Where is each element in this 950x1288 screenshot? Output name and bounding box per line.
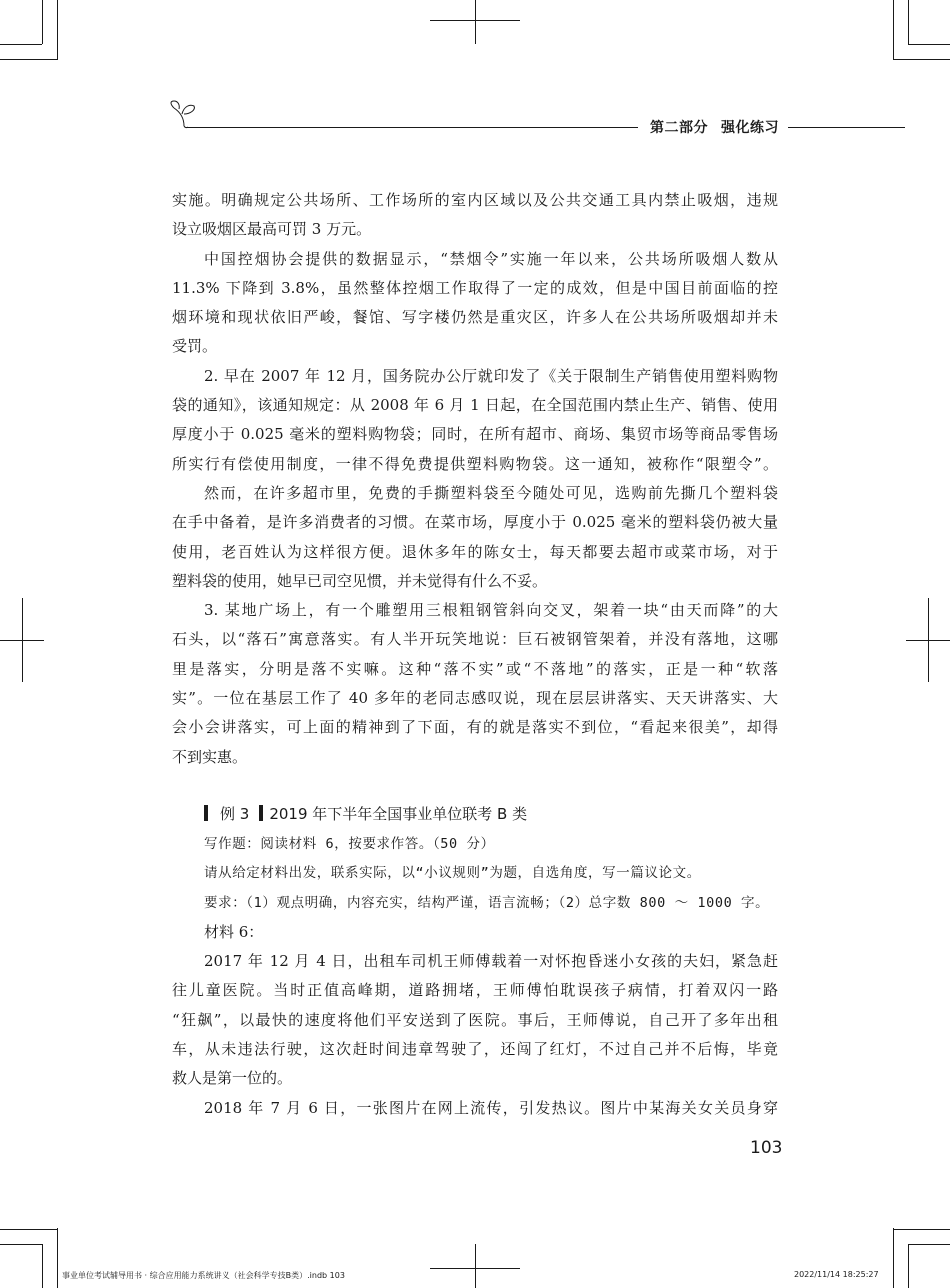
paragraph — [172, 596, 778, 772]
example-source: 2019 年下半年全国事业单位联考 B 类 — [269, 805, 528, 823]
example-heading — [204, 802, 527, 826]
text-line: 袋的通知》，该通知规定：从 2008 年 6 月 1 日起，在全国范围内禁止生产、销售、使用 — [172, 396, 778, 415]
text-line: 往儿童医院。当时正值高峰期，道路拥堵，王师傅怕耽误孩子病情，打着双闪一路 — [172, 981, 778, 1000]
crop-mark — [0, 1229, 57, 1230]
heading-bar-icon — [259, 805, 263, 821]
text-line: 塑料袋的使用，她早已司空见惯，并未觉得有什么不妥。 — [172, 571, 548, 590]
registration-mark — [22, 598, 23, 682]
requirements-line: 要求：（1）观点明确，内容充实，结构严谨，语言流畅；（2）总字数 800 ～ 1000 字。 — [204, 894, 770, 911]
header-rule — [186, 127, 638, 128]
passage — [172, 186, 778, 772]
crop-mark — [0, 44, 42, 45]
crop-mark — [893, 1229, 950, 1230]
crop-mark — [0, 1244, 42, 1245]
text-line: 里是落实，分明是落不实嘛。这种“落不实”或“不落地”的落实，正是一种“软落 — [172, 659, 778, 678]
text-line: 实”。一位在基层工作了 40 多年的老同志感叹说，现在层层讲落实、天天讲落实、大 — [172, 689, 778, 708]
text-line: 厚度小于 0.025 毫米的塑料购物袋；同时，在所有超市、商场、集贸市场等商品零售场 — [172, 425, 778, 444]
registration-mark — [475, 1244, 476, 1288]
crop-mark — [908, 0, 909, 44]
crop-mark — [908, 1244, 950, 1245]
crop-mark — [893, 1228, 894, 1288]
paragraph — [172, 362, 778, 479]
header-rule — [788, 127, 905, 128]
crop-mark — [42, 1244, 43, 1288]
text-line: 实施。明确规定公共场所、工作场所的室内区域以及公共交通工具内禁止吸烟，违规 — [172, 191, 778, 209]
crop-mark — [57, 1228, 58, 1288]
paragraph — [172, 186, 778, 245]
page-number: 103 — [750, 1138, 783, 1158]
text-line: 中国控烟协会提供的数据显示，“禁烟令”实施一年以来，公共场所吸烟人数从 — [204, 249, 778, 268]
heading-bar-icon — [204, 805, 208, 821]
text-line: 石头，以“落石”寓意落实。有人半开玩笑地说：巨石被钢管架着，并没有落地，这哪 — [172, 630, 778, 649]
text-line: 车，从未违法行驶，这次赶时间违章驾驶了，还闯了红灯，不过自己并不后悔，毕竟 — [172, 1040, 778, 1059]
crop-mark — [908, 44, 950, 45]
crop-mark — [893, 0, 894, 60]
text-line: 会小会讲落实，可上面的精神到了下面，有的就是落实不到位，“看起来很美”，却得 — [172, 718, 778, 737]
text-line: 3. 某地广场上，有一个雕塑用三根粗钢管斜向交叉，架着一块“由天而降”的大 — [204, 601, 778, 620]
registration-mark — [928, 598, 929, 682]
text-line: 11.3% 下降到 3.8%，虽然整体控烟工作取得了一定的成效，但是中国目前面临的控 — [172, 278, 778, 297]
text-line: 烟环境和现状依旧严峻，餐馆、写字楼仍然是重灾区，许多人在公共场所吸烟却并未 — [172, 308, 778, 327]
paragraph — [172, 245, 778, 362]
text-line: 所实行有偿使用制度，一律不得免费提供塑料购物袋。这一通知，被称作“限塑令”。 — [172, 454, 778, 473]
text-line: 在手中备着，是许多消费者的习惯。在菜市场，厚度小于 0.025 毫米的塑料袋仍被大量 — [172, 513, 778, 532]
material-label: 材料 6： — [204, 922, 264, 941]
text-line: 2017 年 12 月 4 日，出租车司机王师傅载着一对怀抱昏迷小女孩的夫妇，紧急赶 — [204, 952, 778, 971]
crop-mark — [893, 59, 950, 60]
text-line: 然而，在许多超市里，免费的手撕塑料袋至今随处可见，选购前先撕几个塑料袋 — [204, 483, 778, 502]
text-line: 2. 早在 2007 年 12 月，国务院办公厅就印发了《关于限制生产销售使用塑料购物 — [204, 366, 778, 385]
paragraph — [172, 947, 778, 1093]
text-line: 使用，老百姓认为这样很方便。退休多年的陈女士，每天都要去超市或菜市场，对于 — [172, 542, 778, 561]
crop-mark — [57, 0, 58, 60]
text-line: 设立吸烟区最高可罚 3 万元。 — [172, 220, 372, 239]
crop-mark — [42, 0, 43, 44]
paragraph — [172, 1094, 778, 1123]
text-line: 救人是第一位的。 — [172, 1069, 293, 1088]
paragraph — [172, 479, 778, 596]
example-label: 例 3 — [220, 805, 250, 823]
instruction-line: 请从给定材料出发，联系实际，以“小议规则”为题，自选角度，写一篇议论文。 — [204, 865, 701, 882]
footer-timestamp: 2022/11/14 18:25:27 — [794, 1270, 879, 1279]
text-line: 不到实惠。 — [172, 747, 248, 766]
header-part: 第二部分 — [650, 120, 708, 136]
header-section: 强化练习 — [721, 120, 779, 136]
text-line: 受罚。 — [172, 337, 218, 356]
text-line: 2018 年 7 月 6 日，一张图片在网上流传，引发热议。图片中某海关女关员身穿 — [204, 1098, 778, 1117]
registration-mark — [475, 0, 476, 44]
crop-mark — [0, 59, 57, 60]
footer-file-info: 事业单位考试辅导用书 · 综合应用能力系统讲义（社会科学专技B类）.indb 103 — [62, 1271, 345, 1280]
crop-mark — [908, 1244, 909, 1288]
running-header — [650, 117, 779, 137]
text-line: “狂飙”，以最快的速度将他们平安送到了医院。事后，王师傅说，自己开了多年出租 — [172, 1010, 778, 1029]
task-line: 写作题：阅读材料 6，按要求作答。（50 分） — [204, 836, 495, 852]
example-body — [172, 830, 778, 1123]
